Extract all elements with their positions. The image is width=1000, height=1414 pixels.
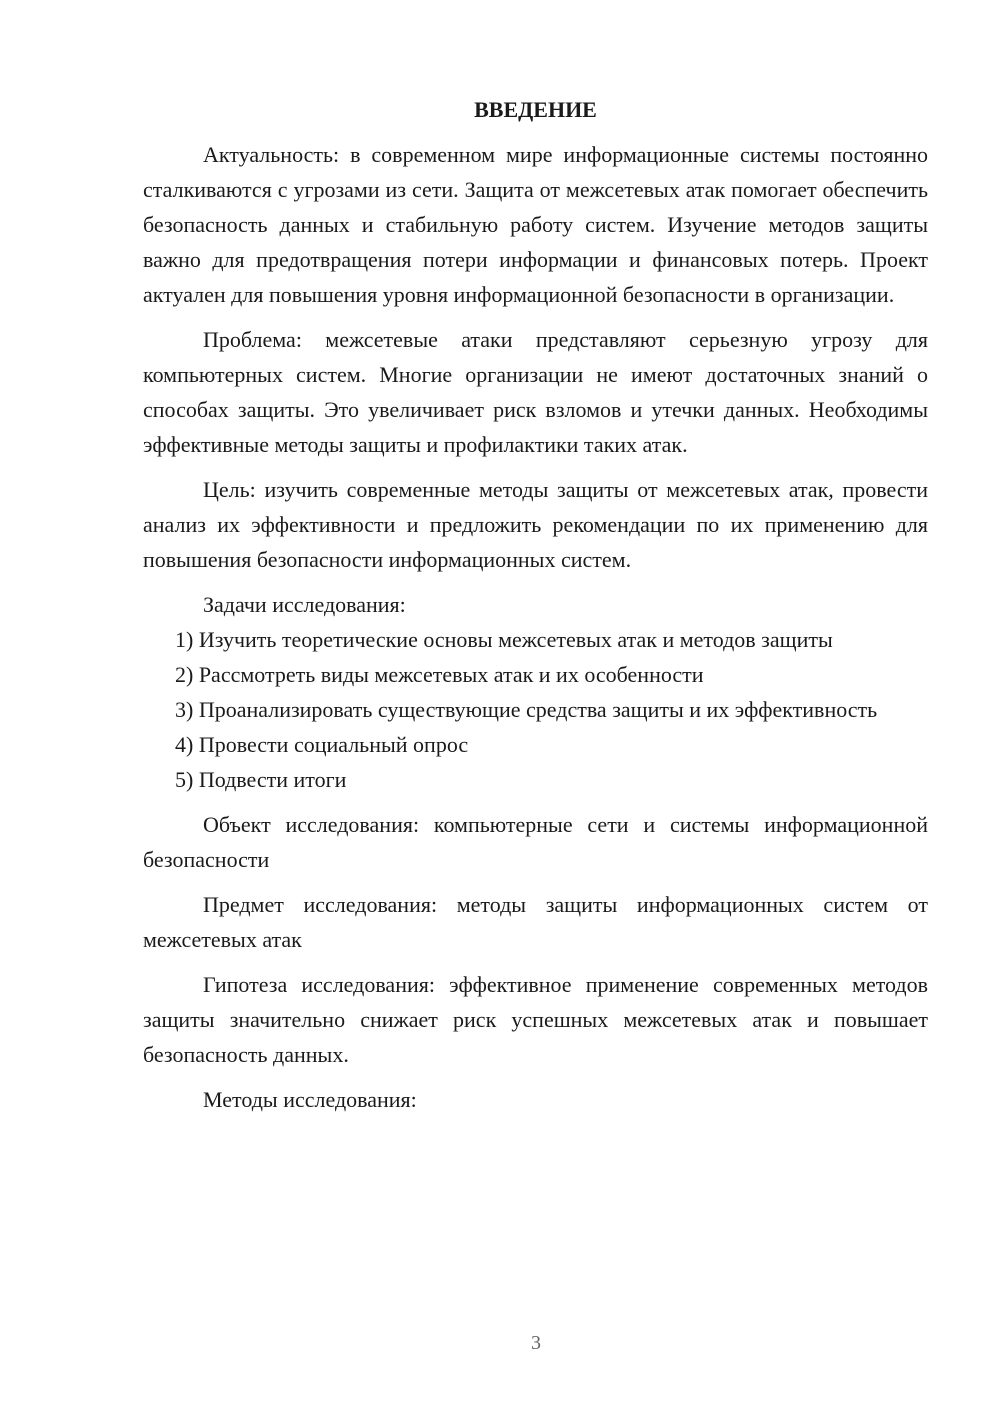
tasks-intro: Задачи исследования: bbox=[203, 592, 406, 617]
goal-paragraph: Цель: изучить современные методы защиты от межсетевых атак, провести анализ их эффективности и предложить рекомендации по их применению для повышения безопасности информационных систем. bbox=[143, 477, 928, 572]
problem-paragraph: Проблема: межсетевые атаки представляют серьезную угрозу для компьютерных систем. Многие организации не имеют достаточных знаний о способах защиты. Это увеличивает риск взломов и утечки данных. Необходимы эффективные методы защиты и профилактики таких атак. bbox=[143, 327, 928, 457]
methods-paragraph: Методы исследования: bbox=[203, 1087, 417, 1112]
task-item-5: 5) Подвести итоги bbox=[175, 767, 347, 792]
subject-paragraph: Предмет исследования: методы защиты информационных систем от межсетевых атак bbox=[143, 892, 928, 952]
task-item-1: 1) Изучить теоретические основы межсетевых атак и методов защиты bbox=[175, 627, 833, 652]
section-heading: ВВЕДЕНИЕ bbox=[474, 97, 597, 122]
relevance-paragraph: Актуальность: в современном мире информационные системы постоянно сталкиваются с угрозами из сети. Защита от межсетевых атак помогает обеспечить безопасность данных и стабильную работу систем. Изучение методов защиты важно для предотвращения потери информации и финансовых потерь. Проект актуален для повышения уровня информационной безопасности в организации. bbox=[143, 142, 928, 307]
page-content bbox=[143, 92, 928, 1117]
task-item-2: 2) Рассмотреть виды межсетевых атак и их особенности bbox=[175, 662, 704, 687]
hypothesis-paragraph: Гипотеза исследования: эффективное применение современных методов защиты значительно снижает риск успешных межсетевых атак и повышает безопасность данных. bbox=[143, 972, 928, 1067]
page-number: 3 bbox=[531, 1332, 541, 1354]
task-item-3: 3) Проанализировать существующие средства защиты и их эффективность bbox=[175, 697, 878, 722]
task-item-4: 4) Провести социальный опрос bbox=[175, 732, 469, 757]
object-paragraph: Объект исследования: компьютерные сети и системы информационной безопасности bbox=[143, 812, 928, 872]
